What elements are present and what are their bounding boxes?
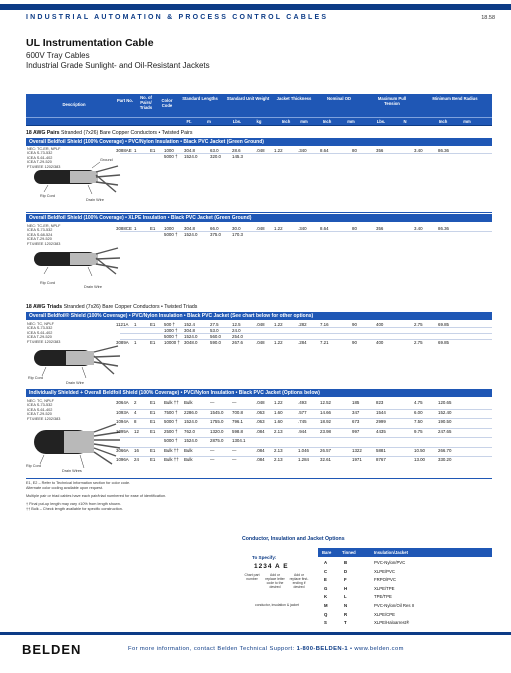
cell-bend-mm: 86.36 bbox=[438, 148, 449, 153]
cell-jacket-inch: .063 bbox=[256, 419, 265, 424]
cell-part-no: 1094A bbox=[116, 419, 129, 424]
option-bare: A bbox=[324, 560, 328, 565]
unit-inch-bend: Inch bbox=[438, 119, 448, 124]
cell-pairs-count: 24 bbox=[134, 457, 139, 462]
col-insulation-jacket: Insulation/Jacket bbox=[374, 550, 408, 555]
cell-pull-lbs: 80 bbox=[352, 148, 357, 153]
legend-chart-part: Chart part number bbox=[244, 573, 260, 581]
cell-length-ft: 1000 bbox=[164, 226, 174, 231]
label-drain-wire: Drain Wire bbox=[86, 198, 104, 202]
cell-weight-lbs: 66.0 bbox=[210, 226, 219, 231]
cell-weight-lbs: — bbox=[210, 400, 215, 405]
cell-length-ft: 5000 † bbox=[164, 419, 178, 424]
cell-weight-kg: 254.0 bbox=[232, 334, 243, 339]
unit-inch-od: Inch bbox=[322, 119, 332, 124]
cell-length-ft: 5000 † bbox=[164, 334, 178, 339]
option-tinned: R bbox=[344, 611, 348, 617]
option-tinned: B bbox=[344, 560, 348, 565]
cell-bend-mm: 330.20 bbox=[438, 457, 452, 462]
option-insulation-jacket: XLPE/PVC bbox=[374, 568, 396, 574]
cell-pull-lbs: 997 bbox=[352, 428, 360, 434]
cell-length-m: Bulk bbox=[184, 400, 193, 405]
cell-weight-lbs: 1320.0 bbox=[210, 428, 224, 434]
cell-od-inch: .944 bbox=[298, 428, 307, 434]
to-specify-code: 1234 A E bbox=[254, 563, 289, 570]
cell-color-code: E1 bbox=[150, 447, 156, 453]
group-bar-individually-shielded: Individually Shielded + Overall Beldfoil Shield (100% Coverage) • PVC/Nylon Insulation • Black PVC Jacket (Options below) bbox=[26, 389, 492, 397]
cell-length-ft: Bulk †† bbox=[164, 447, 179, 453]
cell-bend-inch: 7.50 bbox=[414, 419, 423, 424]
section-header bbox=[0, 4, 511, 28]
divider bbox=[26, 212, 492, 213]
col-no-pairs: No. of Pairs/ Triads bbox=[139, 95, 153, 110]
note-alternate: Alternate color coding available upon request. bbox=[26, 486, 104, 490]
label-rip-cord: Rip Cord bbox=[40, 194, 55, 198]
option-tinned: D bbox=[344, 568, 348, 574]
to-specify-label: To Specify: bbox=[252, 555, 277, 560]
cell-weight-kg: 24.0 bbox=[232, 328, 241, 333]
unit-n: N bbox=[403, 119, 407, 124]
cable-illustration-4 bbox=[30, 422, 122, 476]
option-tinned: H bbox=[344, 585, 348, 591]
cell-pull-n: 5881 bbox=[376, 447, 386, 453]
cell-od-mm: 14.66 bbox=[320, 409, 331, 415]
unit-ft: Ft. bbox=[186, 119, 192, 124]
col-std-lengths: Standard Lengths bbox=[182, 96, 218, 101]
legend-conductor: conductor, insulation & jacket bbox=[255, 603, 299, 607]
cell-length-m: 152.4 bbox=[184, 322, 195, 327]
cell-od-inch: .577 bbox=[298, 409, 307, 415]
cell-jacket-mm: 2.13 bbox=[274, 428, 283, 434]
cell-od-inch: .745 bbox=[298, 419, 307, 424]
cell-weight-lbs: 1545.0 bbox=[210, 409, 224, 415]
option-bare: M bbox=[324, 603, 328, 608]
cell-pull-lbs: 80 bbox=[352, 226, 357, 231]
cell-od-mm: 7.21 bbox=[320, 340, 329, 345]
cell-part-no: 1096A bbox=[116, 457, 129, 462]
option-insulation-jacket: PVC-Nylon/Oil Res II bbox=[374, 603, 415, 608]
unit-lbs-pull: Lbs. bbox=[376, 119, 386, 124]
section-18awg-pairs: 18 AWG Pairs Stranded (7x26) Bare Copper Conductors • Twisted Pairs bbox=[26, 130, 193, 136]
cell-length-ft: Bulk †† bbox=[164, 457, 179, 462]
cell-weight-lbs: 63.0 bbox=[210, 148, 219, 153]
cell-weight-kg: 267.6 bbox=[232, 340, 243, 345]
label-ground: Ground bbox=[100, 158, 113, 162]
cell-weight-lbs: 375.0 bbox=[210, 232, 221, 237]
cell-length-ft: 500 † bbox=[164, 322, 175, 327]
specs-group-1: NEC: TC-ER, NPLF ICEA S-73-532 ICEA S-61-402 ICEA T-29-520 FT4/IEEE 1202/383 bbox=[27, 147, 61, 169]
option-bare: C bbox=[324, 568, 328, 574]
cell-length-ft: 10000 † bbox=[164, 340, 180, 345]
cell-part-no: 3088AE bbox=[116, 148, 132, 153]
option-insulation-jacket: PVC-Nylon/PVC bbox=[374, 560, 406, 565]
cell-weight-kg: 145.3 bbox=[232, 154, 243, 159]
option-insulation-jacket: XLPE/CPE bbox=[374, 611, 396, 617]
cell-weight-lbs: 2875.0 bbox=[210, 438, 224, 443]
cell-od-inch: .340 bbox=[298, 226, 307, 231]
belden-logo: BELDEN bbox=[22, 642, 82, 657]
cell-bend-mm: 247.65 bbox=[438, 428, 452, 434]
cell-length-m: Bulk bbox=[184, 457, 193, 462]
cell-jacket-mm: 1.60 bbox=[274, 419, 283, 424]
cell-od-mm: 26.57 bbox=[320, 447, 331, 453]
cell-color-code: E1 bbox=[150, 409, 156, 415]
cell-color-code: E1 bbox=[150, 322, 156, 327]
group-bar-triads-overall: Overall Beldfoil® Shield (100% Coverage) • PVC/Nylon Insulation • Black PVC Jacket (See chart below for other options) bbox=[26, 312, 492, 320]
cell-pull-n: 823 bbox=[376, 400, 384, 405]
cell-pull-lbs: 1971 bbox=[352, 457, 362, 462]
legend-replace-letter: Add or replace letter code to the desired bbox=[265, 573, 285, 589]
label-rip-cord-2: Rip Cord bbox=[40, 281, 55, 285]
cell-length-m: 1524.0 bbox=[184, 154, 198, 159]
unit-inch: Inch bbox=[281, 119, 291, 124]
cell-weight-lbs: 560.0 bbox=[210, 334, 221, 339]
unit-m: m bbox=[207, 119, 211, 124]
cell-od-mm: 8.64 bbox=[320, 226, 329, 231]
note-numbered: Multiple pair or triad cables have each pair/triad numbered for ease of identification. bbox=[26, 494, 167, 498]
cell-length-m: Bulk bbox=[184, 447, 193, 453]
cell-od-inch: 1.046 bbox=[298, 447, 309, 453]
cell-pairs-count: 1 bbox=[134, 322, 137, 327]
label-rip-cord-4: Rip Cord bbox=[26, 464, 41, 468]
section-title: INDUSTRIAL AUTOMATION & PROCESS CONTROL CABLES bbox=[26, 14, 329, 21]
cell-part-no: 3066A bbox=[116, 447, 129, 453]
cell-pull-n: 400 bbox=[376, 322, 384, 327]
cell-color-code: E1 bbox=[150, 148, 156, 153]
col-part-no: Part No. bbox=[116, 98, 134, 103]
cell-pairs-count: 2 bbox=[134, 400, 137, 405]
cell-pull-lbs: 673 bbox=[352, 419, 360, 424]
cell-jacket-inch: .048 bbox=[256, 148, 265, 153]
col-jacket-thickness: Jacket Thickness bbox=[276, 96, 312, 101]
cell-color-code: E1 bbox=[150, 419, 156, 424]
label-drain-wire-3: Drain Wire bbox=[66, 381, 84, 385]
cell-color-code: E1 bbox=[150, 226, 156, 231]
cell-length-m: 1524.0 bbox=[184, 232, 198, 237]
cell-part-no: 3089A bbox=[116, 340, 129, 345]
section-18awg-triads: 18 AWG Triads Stranded (7x26) Bare Copper Conductors • Twisted Triads bbox=[26, 304, 198, 310]
cell-weight-lbs: 320.0 bbox=[210, 154, 221, 159]
cell-od-inch: .284 bbox=[298, 340, 307, 345]
cell-jacket-mm: 2.13 bbox=[274, 457, 283, 462]
cell-weight-kg: 598.8 bbox=[232, 428, 243, 434]
col-max-pull: Maximum Pull Tension bbox=[377, 96, 407, 106]
cell-bend-mm: 120.65 bbox=[438, 400, 452, 405]
cell-jacket-inch: .084 bbox=[256, 447, 265, 453]
label-drain-wires-4: Drain Wires bbox=[62, 469, 82, 473]
cell-weight-kg: — bbox=[232, 457, 237, 462]
cell-od-inch: .282 bbox=[298, 322, 307, 327]
table-header bbox=[26, 94, 492, 126]
cell-od-mm: 8.64 bbox=[320, 148, 329, 153]
group-bar-pvc-nylon-pairs: Overall Beldfoil Shield (100% Coverage) • PVC/Nylon Insulation • Black PVC Jacket (Green Ground) bbox=[26, 138, 492, 146]
note-color-code: E1, E2 – Refer to Technical Information section for color code. bbox=[26, 481, 131, 485]
cell-bend-inch: 2.75 bbox=[414, 340, 423, 345]
col-bare: Bare bbox=[322, 550, 332, 555]
option-tinned: F bbox=[344, 577, 347, 583]
cell-length-m: 762.0 bbox=[184, 428, 195, 434]
cell-weight-kg: 796.1 bbox=[232, 419, 243, 424]
cell-weight-kg: 12.5 bbox=[232, 322, 241, 327]
cell-bend-inch: 10.50 bbox=[414, 447, 425, 453]
cell-jacket-inch: .048 bbox=[256, 226, 265, 231]
divider-bottom bbox=[26, 478, 492, 479]
label-rip-cord-3: Rip Cord bbox=[28, 376, 43, 380]
cell-bend-mm: 69.85 bbox=[438, 322, 449, 327]
cell-weight-lbs: — bbox=[210, 457, 215, 462]
to-specify-box bbox=[242, 555, 316, 625]
unit-mm-bend: mm bbox=[463, 119, 471, 124]
cell-pull-lbs: 347 bbox=[352, 409, 360, 415]
contact-line: For more information, contact Belden Technical Support: 1-800-BELDEN-1 • www.belden.com bbox=[128, 646, 404, 652]
cell-od-inch: 1.284 bbox=[298, 457, 309, 462]
cell-bend-inch: 3.40 bbox=[414, 226, 423, 231]
cell-od-mm: 7.16 bbox=[320, 322, 329, 327]
unit-mm-od: mm bbox=[347, 119, 355, 124]
cell-pull-n: 356 bbox=[376, 226, 384, 231]
cell-length-ft: 5000 † bbox=[164, 232, 178, 237]
cell-pull-n: 4435 bbox=[376, 428, 386, 434]
cell-od-mm: 32.61 bbox=[320, 457, 331, 462]
cell-part-no: 1095A bbox=[116, 428, 129, 434]
cell-length-ft: 5000 † bbox=[164, 154, 178, 159]
option-insulation-jacket: XLPE/TPE bbox=[374, 585, 395, 591]
specs-group-2: NEC: TC-ER, NPLF ICEA S-73-532 ICEA S-68-524 ICEA T-29-520 FT4/IEEE 1202/383 bbox=[27, 224, 61, 246]
specs-group-3: NEC: TC, NPLF ICEA S-73-532 ICEA S-61-402 ICEA T-29-520 FT4/IEEE 1202/383 bbox=[27, 322, 61, 344]
cell-weight-lbs: 1755.0 bbox=[210, 419, 224, 424]
cell-pairs-count: 8 bbox=[134, 419, 137, 424]
cell-part-no: 1093A bbox=[116, 409, 129, 415]
cell-length-m: 3048.0 bbox=[184, 340, 198, 345]
cell-length-m: 1524.0 bbox=[184, 419, 198, 424]
cell-bend-mm: 69.85 bbox=[438, 340, 449, 345]
cell-length-ft: 7500 † bbox=[164, 409, 178, 415]
cell-od-mm: 23.98 bbox=[320, 428, 331, 434]
cell-length-ft: Bulk †† bbox=[164, 400, 179, 405]
cell-bend-inch: 4.75 bbox=[414, 400, 423, 405]
page-footer bbox=[0, 632, 511, 662]
cell-bend-mm: 152.40 bbox=[438, 409, 452, 415]
option-tinned: L bbox=[344, 594, 347, 600]
subtitle-jacket: Industrial Grade Sunlight- and Oil-Resistant Jackets bbox=[26, 61, 210, 70]
cell-pairs-count: 1 bbox=[134, 340, 137, 345]
col-description: Description bbox=[62, 102, 86, 107]
cell-pairs-count: 1 bbox=[134, 148, 137, 153]
cell-jacket-mm: 1.22 bbox=[274, 226, 283, 231]
page-number: 18.58 bbox=[481, 15, 495, 21]
cell-weight-kg: 700.8 bbox=[232, 409, 243, 415]
cell-length-ft: 1000 † bbox=[164, 328, 178, 333]
cell-jacket-inch: .048 bbox=[256, 322, 265, 327]
cell-pull-lbs: 1322 bbox=[352, 447, 362, 453]
specs-group-4: NEC: TC, NPLF ICEA S-73-532 ICEA S-61-402 ICEA T-29-520 FT4/IEEE 1202/383 bbox=[27, 399, 61, 421]
cell-length-m: 1524.0 bbox=[184, 438, 198, 443]
cell-od-mm: 12.52 bbox=[320, 400, 331, 405]
cell-weight-kg: — bbox=[232, 400, 237, 405]
unit-kg: kg bbox=[256, 119, 262, 124]
cell-pull-lbs: 90 bbox=[352, 340, 357, 345]
cell-jacket-mm: 1.22 bbox=[274, 148, 283, 153]
cell-weight-kg: 30.0 bbox=[232, 226, 241, 231]
cell-jacket-inch: .048 bbox=[256, 340, 265, 345]
cell-part-no: 3088CE bbox=[116, 226, 132, 231]
cable-illustration-2 bbox=[30, 246, 122, 286]
option-insulation-jacket: FRPO/PVC bbox=[374, 577, 396, 583]
page-title: UL Instrumentation Cable bbox=[26, 37, 154, 49]
cell-weight-kg: — bbox=[232, 447, 237, 453]
option-insulation-jacket: XLPE/Haloarrest® bbox=[374, 620, 410, 626]
cell-length-m: 304.8 bbox=[184, 148, 195, 153]
group-bar-xlpe-pairs: Overall Beldfoil Shield (100% Coverage) • XLPE Insulation • Black PVC Jacket (Green Ground) bbox=[26, 214, 492, 222]
cell-jacket-mm: 2.13 bbox=[274, 447, 283, 453]
cell-jacket-inch: .084 bbox=[256, 457, 265, 462]
cell-weight-kg: 170.3 bbox=[232, 232, 243, 237]
cell-pull-n: 8767 bbox=[376, 457, 386, 462]
cell-bend-mm: 86.36 bbox=[438, 226, 449, 231]
footnotes bbox=[26, 481, 166, 512]
support-phone: 1-800-BELDEN-1 bbox=[296, 646, 348, 652]
options-table-header bbox=[318, 548, 492, 557]
cell-weight-lbs: — bbox=[210, 447, 215, 453]
cell-weight-lbs: 590.0 bbox=[210, 340, 221, 345]
cell-color-code: E1 bbox=[150, 457, 156, 462]
cell-part-no: 3064A bbox=[116, 400, 129, 405]
cell-jacket-inch: .084 bbox=[256, 428, 265, 434]
cell-pairs-count: 16 bbox=[134, 447, 139, 453]
cell-bend-inch: 2.75 bbox=[414, 322, 423, 327]
cell-pull-n: 400 bbox=[376, 340, 384, 345]
unit-lbs: Lbs. bbox=[232, 119, 242, 124]
option-insulation-jacket: TPE/TPE bbox=[374, 594, 392, 600]
cell-weight-lbs: 27.5 bbox=[210, 322, 219, 327]
cell-pull-n: 356 bbox=[376, 148, 384, 153]
cell-color-code: E1 bbox=[150, 400, 156, 405]
cell-jacket-mm: 1.22 bbox=[274, 322, 283, 327]
cell-part-no: 1121A bbox=[116, 322, 129, 327]
option-tinned: N bbox=[344, 603, 348, 608]
cell-jacket-inch: .048 bbox=[256, 400, 265, 405]
cell-weight-kg: 28.6 bbox=[232, 148, 241, 153]
cell-length-ft: 5000 † bbox=[164, 438, 178, 443]
cell-od-inch: .493 bbox=[298, 400, 307, 405]
col-color-code: Color Code bbox=[161, 98, 173, 108]
note-putup: † Final put-up length may vary ±10% from length shown. bbox=[26, 502, 121, 506]
option-bare: S bbox=[324, 620, 327, 626]
cell-length-m: 304.8 bbox=[184, 328, 195, 333]
cell-pull-lbs: 90 bbox=[352, 322, 357, 327]
cell-length-m: 2286.0 bbox=[184, 409, 198, 415]
cell-jacket-mm: 1.60 bbox=[274, 409, 283, 415]
cell-jacket-mm: 1.22 bbox=[274, 340, 283, 345]
cell-bend-inch: 13.00 bbox=[414, 457, 425, 462]
cell-pairs-count: 12 bbox=[134, 428, 139, 434]
note-bulk: †† Bulk – Check length available for specific construction. bbox=[26, 507, 123, 511]
cell-color-code: E1 bbox=[150, 428, 156, 434]
cell-bend-inch: 6.00 bbox=[414, 409, 423, 415]
cell-pairs-count: 1 bbox=[134, 226, 137, 231]
cell-length-ft: 1000 bbox=[164, 148, 174, 153]
cell-weight-kg: 1304.1 bbox=[232, 438, 246, 443]
col-unit-weight: Standard Unit Weight bbox=[226, 96, 270, 101]
cell-length-m: 1524.0 bbox=[184, 334, 198, 339]
cell-pull-n: 2999 bbox=[376, 419, 386, 424]
option-bare: E bbox=[324, 577, 327, 583]
option-bare: Q bbox=[324, 611, 328, 617]
cell-pairs-count: 4 bbox=[134, 409, 137, 415]
cell-od-mm: 18.92 bbox=[320, 419, 331, 424]
legend-replace-ending: Add or replace first-ending if desired bbox=[289, 573, 309, 589]
cell-pull-lbs: 185 bbox=[352, 400, 360, 405]
option-bare: K bbox=[324, 594, 328, 600]
cell-length-ft: 2500 † bbox=[164, 428, 178, 434]
cell-bend-inch: 3.40 bbox=[414, 148, 423, 153]
cell-weight-lbs: 53.0 bbox=[210, 328, 219, 333]
cell-jacket-inch: .063 bbox=[256, 409, 265, 415]
col-min-bend: Minimum Bend Radius bbox=[432, 96, 478, 101]
label-drain-wire-2: Drain Wire bbox=[84, 285, 102, 289]
cell-pull-n: 1544 bbox=[376, 409, 386, 415]
cell-bend-mm: 190.50 bbox=[438, 419, 452, 424]
subtitle-voltage: 600V Tray Cables bbox=[26, 51, 90, 60]
option-bare: G bbox=[324, 585, 328, 591]
option-tinned: T bbox=[344, 620, 347, 626]
cell-color-code: E1 bbox=[150, 340, 156, 345]
unit-mm: mm bbox=[300, 119, 308, 124]
cell-bend-inch: 9.75 bbox=[414, 428, 423, 434]
cell-length-m: 304.8 bbox=[184, 226, 195, 231]
cell-jacket-mm: 1.22 bbox=[274, 400, 283, 405]
col-tinned: Tinned bbox=[342, 550, 356, 555]
cable-illustration-3 bbox=[30, 342, 122, 386]
cell-bend-mm: 266.70 bbox=[438, 447, 452, 453]
cell-od-inch: .340 bbox=[298, 148, 307, 153]
options-title: Conductor, Insulation and Jacket Options bbox=[242, 536, 345, 542]
col-nominal-od: Nominal OD bbox=[327, 96, 351, 101]
